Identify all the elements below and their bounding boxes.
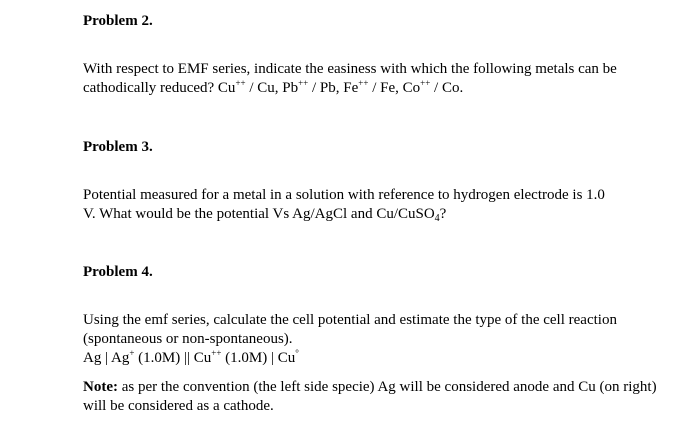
cell-notation-cathode: (1.0M) | Cu xyxy=(221,350,296,366)
co-couple-text: / Co. xyxy=(430,80,464,96)
fe-charge-superscript: ++ xyxy=(358,78,369,88)
problem-2-line-2-start: cathodically reduced? Cu xyxy=(83,80,236,96)
problem-4-line-1: Using the emf series, calculate the cell potential and estimate the type of the cell reaction xyxy=(83,312,617,328)
problem-3-line-2-start: V. What would be the potential Vs Ag/AgCl and Cu/CuSO xyxy=(83,206,435,222)
problem-4-line-2: (spontaneous or non-spontaneous). xyxy=(83,331,293,347)
cell-notation-anode: Ag | Ag xyxy=(83,350,130,366)
cell-notation-middle: (1.0M) || Cu xyxy=(134,350,212,366)
problem-3-text xyxy=(83,186,605,224)
problem-3-line-2-end: ? xyxy=(439,206,447,222)
pb-charge-superscript: ++ xyxy=(298,78,309,88)
problem-2-heading: Problem 2. xyxy=(83,13,153,29)
note-label: Note: xyxy=(83,379,118,395)
co-charge-superscript: ++ xyxy=(420,78,431,88)
note-line-1-text: as per the convention (the left side specie) Ag will be considered anode and Cu (on right) xyxy=(117,379,657,395)
problem-3-line-1: Potential measured for a metal in a solution with reference to hydrogen electrode is 1.0 xyxy=(83,187,605,203)
fe-couple-text: / Fe, Co xyxy=(368,80,421,96)
note-line-1 xyxy=(83,378,657,397)
problem-3-line-2 xyxy=(83,205,605,224)
cell-notation xyxy=(83,349,617,368)
sulfate-subscript: 4 xyxy=(434,213,440,224)
pb-couple-text: / Pb, Fe xyxy=(308,80,359,96)
problem-3-heading: Problem 3. xyxy=(83,139,153,155)
problem-4-heading: Problem 4. xyxy=(83,264,153,280)
problem-2-text xyxy=(83,60,617,98)
problem-2-line-2 xyxy=(83,79,617,98)
ag-charge-superscript: + xyxy=(129,348,135,358)
cu-ion-charge-superscript: ++ xyxy=(211,348,222,358)
cu-charge-superscript: ++ xyxy=(235,78,246,88)
cu-metal-superscript: ° xyxy=(295,348,299,358)
problem-2-line-1: With respect to EMF series, indicate the easiness with which the following metals can be xyxy=(83,61,617,77)
problem-4-note xyxy=(83,378,657,416)
note-line-2: will be considered as a cathode. xyxy=(83,398,274,414)
problem-4-text xyxy=(83,311,617,368)
cu-couple-text: / Cu, Pb xyxy=(245,80,299,96)
